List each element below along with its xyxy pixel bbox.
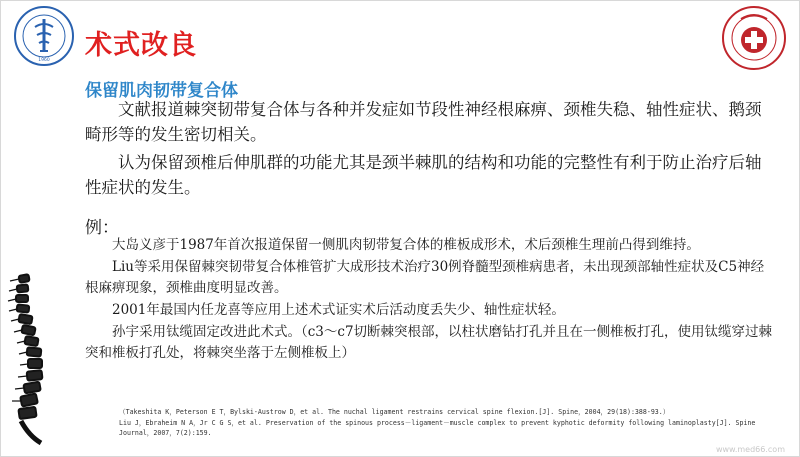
hospital-seal-logo bbox=[721, 5, 787, 71]
example-item: Liu等采用保留棘突韧带复合体椎管扩大成形技术治疗30例脊髓型颈椎病患者，未出现颈部轴性症状及C5神经根麻痹现象，颈椎曲度明显改善。 bbox=[85, 259, 765, 296]
example-item: 大岛义彦于1987年首次报道保留一侧肌肉韧带复合体的椎板成形术，术后颈椎生理前凸得到维持。 bbox=[112, 237, 700, 253]
references bbox=[119, 407, 779, 439]
examples-list bbox=[85, 235, 775, 365]
slide-title: 术式改良 bbox=[85, 30, 197, 61]
example-item: 2001年最国内任龙喜等应用上述术式证实术后活动度丢失少、轴性症状轻。 bbox=[112, 302, 565, 318]
watermark: www.med66.com bbox=[715, 445, 785, 454]
spine-illustration bbox=[5, 271, 61, 451]
body-paragraph: 文献报道棘突韧带复合体与各种并发症如节段性神经根麻痹、颈椎失稳、轴性症状、鹅颈畸形等的发生密切相关。 bbox=[85, 100, 762, 144]
example-item: 孙宇采用钛缆固定改进此术式。（c3～c7切断棘突根部，以柱状磨钻打孔并且在一侧椎板打孔，使用钛缆穿过棘突和椎板打孔处，将棘突坐落于左侧椎板上） bbox=[85, 324, 773, 361]
reference-item: Liu J，Ebraheim N A，Jr C G S，et al. Preservation of the spinous process－ligament－muscle complex to prevent kyphotic deformity following laminoplasty[J]. Spine Journal，2007，7(2):159. bbox=[119, 418, 756, 437]
body-paragraph: 认为保留颈椎后伸肌群的功能尤其是颈半棘肌的结构和功能的完整性有利于防止治疗后轴性症状的发生。 bbox=[85, 153, 762, 197]
university-seal-logo bbox=[13, 5, 75, 67]
body-paragraphs bbox=[85, 97, 775, 203]
reference-item: （Takeshita K，Peterson E T，Bylski-Austrow D，et al. The nuchal ligament restrains cervical spine flexion.[J]. Spine，2004，29(18):388-93.） bbox=[119, 408, 670, 416]
svg-text:1960: 1960 bbox=[38, 58, 50, 63]
section-subtitle: 保留肌肉韧带复合体 bbox=[85, 81, 238, 101]
examples-heading: 例： bbox=[85, 218, 119, 238]
